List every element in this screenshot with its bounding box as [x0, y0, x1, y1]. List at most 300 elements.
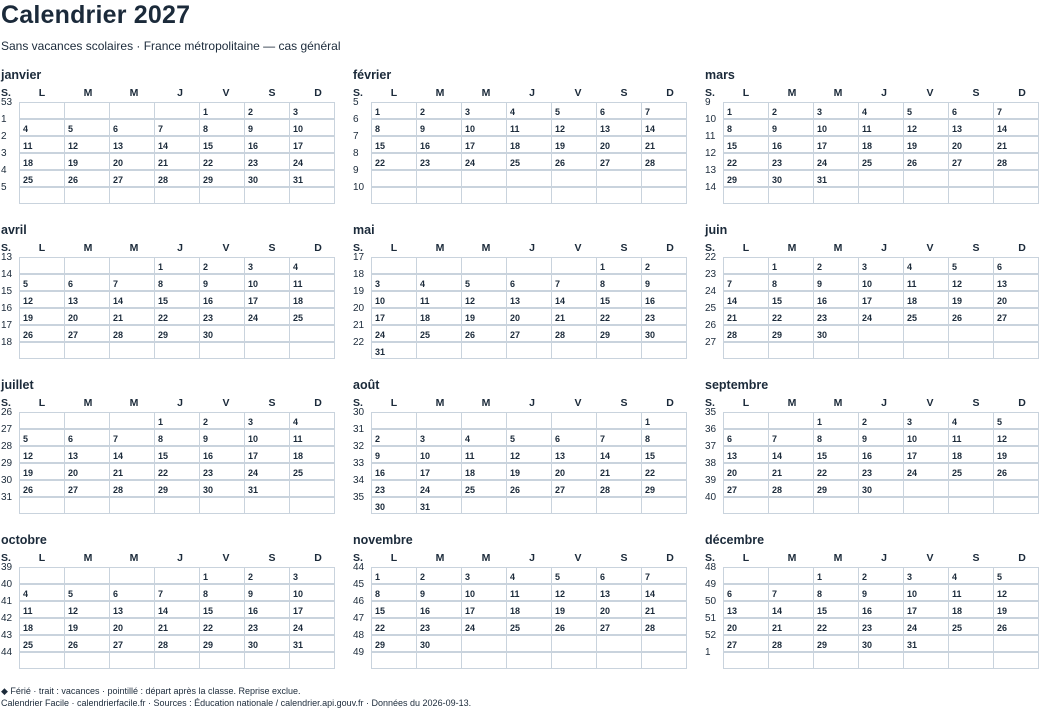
- day-number: 7: [727, 279, 733, 289]
- day-number: 5: [997, 572, 1003, 582]
- day-cell: [110, 325, 155, 342]
- day-cell: [290, 119, 335, 136]
- week-number: 27: [705, 337, 717, 348]
- day-number: 24: [817, 158, 828, 168]
- week-number-header: S.: [705, 87, 715, 99]
- day-number: 9: [203, 279, 209, 289]
- weekday-label: M: [129, 242, 139, 254]
- weekday-header: [353, 549, 693, 567]
- day-cell: [507, 497, 552, 514]
- month-10: [353, 532, 693, 669]
- day-number: 21: [727, 313, 738, 323]
- day-cell: [65, 429, 110, 446]
- weekday-label: L: [38, 87, 46, 99]
- day-cell: [552, 325, 597, 342]
- day-number: 13: [113, 141, 124, 151]
- day-cell: [371, 480, 417, 497]
- weekday-label: D: [1018, 87, 1026, 99]
- day-cell: [769, 567, 814, 584]
- day-cell: [462, 308, 507, 325]
- week-number: 30: [353, 407, 365, 418]
- day-number: 26: [555, 158, 566, 168]
- day-number: 30: [248, 175, 259, 185]
- page-subtitle: Sans vacances scolaires · France métropolitaine — cas général: [1, 39, 341, 53]
- footer-legend: ◆ Férié · trait : vacances · pointillé : départ après la classe. Reprise exclue.: [1, 686, 301, 696]
- week-number: 42: [1, 613, 13, 624]
- day-cell: [371, 584, 417, 601]
- week-row: [353, 458, 693, 480]
- day-cell: [19, 567, 65, 584]
- day-cell: [552, 170, 597, 187]
- week-number: 24: [705, 286, 717, 297]
- day-cell: [859, 102, 904, 119]
- day-number: 26: [23, 330, 34, 340]
- day-number: 12: [907, 124, 918, 134]
- day-number: 16: [420, 141, 431, 151]
- day-number: 23: [772, 158, 783, 168]
- day-number: 7: [113, 434, 119, 444]
- day-cell: [597, 497, 642, 514]
- day-number: 19: [555, 141, 566, 151]
- day-number: 7: [158, 589, 164, 599]
- day-cell: [462, 342, 507, 359]
- day-number: 18: [293, 451, 304, 461]
- day-number: 20: [600, 606, 611, 616]
- day-cell: [769, 652, 814, 669]
- day-number: 27: [997, 313, 1008, 323]
- day-cell: [814, 291, 859, 308]
- day-cell: [814, 584, 859, 601]
- day-cell: [110, 618, 155, 635]
- day-number: 10: [465, 124, 476, 134]
- day-cell: [859, 119, 904, 136]
- day-cell: [245, 635, 290, 652]
- day-number: 13: [952, 124, 963, 134]
- week-row: [1, 579, 341, 601]
- day-cell: [949, 412, 994, 429]
- day-cell: [769, 291, 814, 308]
- weekday-label: S: [972, 397, 980, 409]
- day-cell: [949, 652, 994, 669]
- week-number: 23: [705, 269, 717, 280]
- day-cell: [155, 136, 200, 153]
- day-number: 19: [952, 296, 963, 306]
- month-name: avril: [1, 223, 27, 237]
- day-cell: [597, 170, 642, 187]
- day-cell: [245, 257, 290, 274]
- day-number: 31: [817, 175, 828, 185]
- weekday-label: M: [435, 87, 445, 99]
- day-number: 15: [817, 606, 828, 616]
- day-cell: [65, 567, 110, 584]
- day-cell: [155, 463, 200, 480]
- day-cell: [552, 429, 597, 446]
- week-row: [1, 424, 341, 446]
- week-row: [705, 165, 1045, 187]
- day-number: 4: [862, 107, 868, 117]
- day-cell: [507, 635, 552, 652]
- day-cell: [949, 170, 994, 187]
- day-cell: [859, 274, 904, 291]
- day-cell: [290, 480, 335, 497]
- day-cell: [19, 601, 65, 618]
- week-row: [705, 131, 1045, 153]
- day-cell: [462, 618, 507, 635]
- day-number: 14: [600, 451, 611, 461]
- day-number: 5: [510, 434, 516, 444]
- day-cell: [904, 618, 949, 635]
- day-number: 8: [158, 279, 164, 289]
- day-number: 7: [772, 589, 778, 599]
- weekday-header: [705, 84, 1045, 102]
- week-number: 49: [353, 647, 365, 658]
- day-number: 22: [158, 468, 169, 478]
- day-number: 19: [510, 468, 521, 478]
- day-cell: [597, 446, 642, 463]
- day-cell: [65, 480, 110, 497]
- day-number: 25: [465, 485, 476, 495]
- day-cell: [371, 412, 417, 429]
- day-cell: [904, 119, 949, 136]
- day-number: 1: [817, 572, 823, 582]
- day-number: 10: [248, 434, 259, 444]
- day-number: 11: [293, 279, 303, 289]
- day-number: 9: [772, 124, 778, 134]
- day-cell: [507, 187, 552, 204]
- day-number: 22: [772, 313, 783, 323]
- day-number: 3: [907, 417, 913, 427]
- day-cell: [371, 497, 417, 514]
- day-number: 18: [907, 296, 918, 306]
- day-cell: [462, 584, 507, 601]
- day-cell: [723, 274, 769, 291]
- week-number: 31: [1, 492, 13, 503]
- week-row: [353, 286, 693, 308]
- day-number: 30: [248, 640, 259, 650]
- day-number: 4: [465, 434, 471, 444]
- week-row: [705, 613, 1045, 635]
- day-cell: [65, 257, 110, 274]
- day-number: 26: [465, 330, 476, 340]
- day-number: 13: [600, 124, 611, 134]
- day-cell: [462, 635, 507, 652]
- day-cell: [155, 429, 200, 446]
- day-number: 7: [600, 434, 606, 444]
- week-row: [353, 630, 693, 652]
- day-cell: [769, 274, 814, 291]
- weekday-label: J: [529, 397, 535, 409]
- week-number: 41: [1, 596, 13, 607]
- day-cell: [769, 497, 814, 514]
- day-number: 12: [555, 124, 566, 134]
- week-number: 51: [705, 613, 717, 624]
- day-number: 8: [817, 434, 823, 444]
- day-cell: [597, 257, 642, 274]
- day-cell: [994, 257, 1039, 274]
- day-cell: [155, 567, 200, 584]
- day-cell: [245, 584, 290, 601]
- day-number: 24: [465, 158, 476, 168]
- day-cell: [552, 635, 597, 652]
- day-cell: [642, 497, 687, 514]
- day-number: 27: [600, 623, 611, 633]
- day-cell: [462, 412, 507, 429]
- day-cell: [110, 446, 155, 463]
- day-cell: [904, 102, 949, 119]
- day-number: 5: [68, 589, 74, 599]
- day-cell: [371, 567, 417, 584]
- day-number: 11: [510, 589, 520, 599]
- day-number: 23: [420, 158, 431, 168]
- weekday-label: M: [787, 242, 797, 254]
- day-cell: [814, 187, 859, 204]
- weekday-label: L: [390, 87, 398, 99]
- day-number: 20: [555, 468, 566, 478]
- day-cell: [290, 618, 335, 635]
- day-number: 6: [600, 107, 606, 117]
- day-number: 13: [510, 296, 521, 306]
- day-number: 21: [772, 468, 783, 478]
- day-cell: [155, 257, 200, 274]
- day-number: 11: [465, 451, 475, 461]
- day-cell: [110, 187, 155, 204]
- day-number: 26: [907, 158, 918, 168]
- weekday-label: D: [666, 242, 674, 254]
- day-cell: [110, 584, 155, 601]
- day-number: 16: [248, 606, 259, 616]
- day-cell: [723, 119, 769, 136]
- day-cell: [19, 497, 65, 514]
- day-cell: [200, 170, 245, 187]
- week-row: [353, 320, 693, 342]
- day-number: 28: [113, 330, 124, 340]
- day-cell: [155, 187, 200, 204]
- day-number: 21: [158, 158, 169, 168]
- day-number: 10: [420, 451, 431, 461]
- day-cell: [949, 480, 994, 497]
- day-cell: [552, 342, 597, 359]
- day-number: 26: [510, 485, 521, 495]
- weekday-label: V: [926, 397, 934, 409]
- day-number: 26: [952, 313, 963, 323]
- day-number: 10: [862, 279, 873, 289]
- week-row: [1, 303, 341, 325]
- day-number: 2: [375, 434, 381, 444]
- week-number: 33: [353, 458, 365, 469]
- week-row: [353, 492, 693, 514]
- day-number: 31: [907, 640, 918, 650]
- day-number: 12: [997, 589, 1008, 599]
- week-row: [353, 252, 693, 274]
- weekday-label: S: [268, 87, 276, 99]
- day-cell: [723, 170, 769, 187]
- day-cell: [769, 446, 814, 463]
- day-cell: [994, 187, 1039, 204]
- weekday-label: J: [177, 242, 183, 254]
- day-number: 10: [375, 296, 386, 306]
- day-number: 15: [375, 606, 386, 616]
- day-cell: [507, 325, 552, 342]
- day-number: 11: [952, 589, 962, 599]
- day-cell: [65, 497, 110, 514]
- week-row: [705, 148, 1045, 170]
- weekday-label: S: [620, 242, 628, 254]
- day-cell: [155, 446, 200, 463]
- day-cell: [290, 601, 335, 618]
- page-title: Calendrier 2027: [1, 1, 191, 29]
- weekday-label: M: [833, 87, 843, 99]
- day-number: 19: [68, 158, 79, 168]
- day-number: 24: [248, 313, 259, 323]
- week-row: [1, 182, 341, 204]
- day-cell: [642, 342, 687, 359]
- day-number: 23: [248, 158, 259, 168]
- day-cell: [552, 136, 597, 153]
- day-cell: [597, 635, 642, 652]
- weekday-label: D: [314, 552, 322, 564]
- day-number: 17: [907, 451, 918, 461]
- week-number: 9: [705, 97, 711, 108]
- day-cell: [904, 567, 949, 584]
- day-cell: [462, 463, 507, 480]
- day-number: 18: [510, 606, 521, 616]
- day-number: 15: [158, 451, 169, 461]
- day-cell: [552, 463, 597, 480]
- day-number: 1: [645, 417, 651, 427]
- week-number-header: S.: [353, 552, 363, 564]
- day-cell: [814, 567, 859, 584]
- day-number: 13: [555, 451, 566, 461]
- week-number: 26: [705, 320, 717, 331]
- day-number: 13: [600, 589, 611, 599]
- day-cell: [723, 429, 769, 446]
- day-cell: [552, 187, 597, 204]
- day-number: 5: [68, 124, 74, 134]
- day-cell: [642, 274, 687, 291]
- day-number: 23: [817, 313, 828, 323]
- weekday-label: S: [620, 87, 628, 99]
- month-9: [1, 532, 341, 669]
- week-row: [705, 303, 1045, 325]
- day-cell: [200, 446, 245, 463]
- day-number: 19: [465, 313, 476, 323]
- day-cell: [200, 652, 245, 669]
- day-number: 12: [23, 451, 34, 461]
- week-number: 30: [1, 475, 13, 486]
- day-cell: [994, 635, 1039, 652]
- day-cell: [507, 429, 552, 446]
- day-number: 2: [248, 572, 254, 582]
- day-cell: [417, 102, 462, 119]
- weekday-label: J: [177, 87, 183, 99]
- day-cell: [65, 119, 110, 136]
- day-cell: [723, 463, 769, 480]
- day-cell: [110, 102, 155, 119]
- day-number: 12: [68, 141, 79, 151]
- day-cell: [110, 257, 155, 274]
- day-number: 7: [645, 572, 651, 582]
- day-cell: [200, 429, 245, 446]
- week-row: [1, 269, 341, 291]
- day-number: 16: [203, 451, 214, 461]
- day-number: 27: [555, 485, 566, 495]
- day-cell: [597, 652, 642, 669]
- week-row: [705, 337, 1045, 359]
- day-number: 28: [158, 640, 169, 650]
- day-number: 17: [293, 606, 304, 616]
- day-number: 25: [293, 468, 304, 478]
- week-row: [1, 562, 341, 584]
- day-number: 25: [907, 313, 918, 323]
- day-number: 31: [375, 347, 386, 357]
- week-number: 18: [353, 269, 365, 280]
- day-number: 5: [907, 107, 913, 117]
- day-cell: [417, 584, 462, 601]
- day-cell: [507, 652, 552, 669]
- day-cell: [814, 170, 859, 187]
- day-cell: [155, 274, 200, 291]
- day-cell: [769, 119, 814, 136]
- week-number: 39: [1, 562, 13, 573]
- day-cell: [371, 153, 417, 170]
- day-number: 3: [817, 107, 823, 117]
- week-number: 4: [1, 165, 7, 176]
- day-number: 16: [772, 141, 783, 151]
- day-cell: [642, 153, 687, 170]
- day-cell: [904, 446, 949, 463]
- day-cell: [723, 342, 769, 359]
- week-row: [1, 131, 341, 153]
- day-number: 11: [907, 279, 917, 289]
- day-cell: [462, 601, 507, 618]
- week-number: 44: [353, 562, 365, 573]
- week-row: [353, 562, 693, 584]
- day-cell: [462, 429, 507, 446]
- day-cell: [290, 136, 335, 153]
- day-number: 23: [203, 468, 214, 478]
- day-cell: [552, 257, 597, 274]
- day-cell: [723, 136, 769, 153]
- day-number: 18: [465, 468, 476, 478]
- week-row: [1, 337, 341, 359]
- day-number: 24: [907, 468, 918, 478]
- month-8: [705, 377, 1045, 514]
- day-number: 17: [248, 296, 259, 306]
- week-number: 2: [1, 131, 7, 142]
- day-cell: [949, 187, 994, 204]
- day-number: 6: [727, 434, 733, 444]
- day-cell: [552, 102, 597, 119]
- day-cell: [371, 342, 417, 359]
- day-cell: [65, 601, 110, 618]
- week-row: [1, 613, 341, 635]
- day-cell: [200, 584, 245, 601]
- day-number: 11: [293, 434, 303, 444]
- week-number: 19: [353, 286, 365, 297]
- day-cell: [814, 274, 859, 291]
- weekday-header: [705, 239, 1045, 257]
- day-cell: [417, 274, 462, 291]
- day-cell: [994, 119, 1039, 136]
- day-number: 29: [203, 175, 214, 185]
- weekday-label: M: [435, 397, 445, 409]
- day-number: 22: [203, 623, 214, 633]
- day-cell: [371, 136, 417, 153]
- day-cell: [155, 601, 200, 618]
- day-cell: [723, 102, 769, 119]
- day-number: 8: [600, 279, 606, 289]
- weekday-label: M: [481, 87, 491, 99]
